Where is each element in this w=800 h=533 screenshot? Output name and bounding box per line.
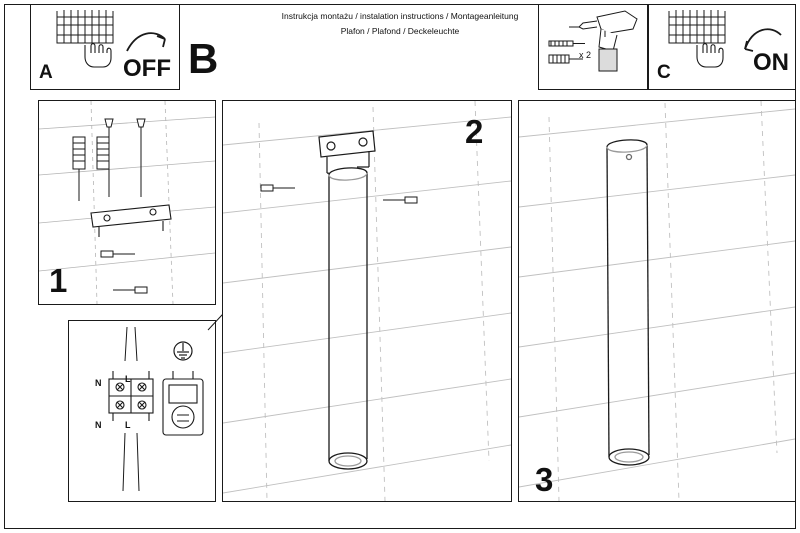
header-switch-state-on: ON	[753, 49, 789, 76]
installed-tube-luminaire-diagram	[519, 101, 795, 501]
document-title-line-1: Instrukcja montażu / instalation instructions / Montageanleitung	[281, 11, 519, 21]
header-switch-state-off: OFF	[123, 55, 171, 82]
step-b-label: B	[188, 35, 219, 82]
step-3-panel	[518, 100, 796, 502]
screw-icon	[101, 251, 147, 293]
ceiling-tube-luminaire-mounting-diagram	[223, 101, 511, 501]
header-panel-a	[30, 4, 180, 90]
hand-pointing-icon	[85, 44, 111, 67]
curved-arrow-icon	[127, 33, 165, 51]
document-title-line-2: Plafon / Plafond / Deckeleuchte	[340, 26, 460, 36]
screw-icon	[105, 119, 145, 197]
header-panel-c-label: C	[657, 62, 671, 83]
terminal-wiring-detail	[69, 321, 215, 501]
tools-quantity-label: x 2	[579, 50, 592, 60]
hand-pointing-icon	[697, 44, 723, 67]
tube-luminaire-icon	[329, 168, 367, 469]
step-2-label: 2	[465, 113, 484, 150]
earth-ground-icon	[174, 342, 192, 360]
step-3-label: 3	[535, 461, 554, 498]
wiring-detail-panel	[68, 320, 216, 502]
terminal-label-n-bottom: N	[95, 420, 102, 430]
screw-icon	[549, 41, 585, 46]
curved-arrow-icon	[745, 29, 781, 51]
mounting-bracket-icon	[91, 205, 171, 237]
lamp-connector-icon	[163, 371, 203, 435]
step-1-label: 1	[49, 262, 68, 299]
wall-plug-icon	[549, 55, 583, 63]
terminal-block-icon	[109, 371, 153, 421]
power-drill-icon	[569, 11, 637, 71]
header-panel-c	[648, 4, 796, 90]
terminal-label-l-top: L	[125, 374, 131, 384]
tube-luminaire-icon	[607, 140, 649, 465]
terminal-label-l-bottom: L	[125, 420, 131, 430]
terminal-label-n-top: N	[95, 378, 102, 388]
wall-plug-icon	[73, 137, 85, 201]
header-panel-tools	[538, 4, 648, 90]
header-panel-a-label: A	[39, 62, 53, 83]
step-1-panel	[38, 100, 216, 305]
step-2-panel	[222, 100, 512, 502]
wall-plug-icon	[97, 137, 109, 169]
